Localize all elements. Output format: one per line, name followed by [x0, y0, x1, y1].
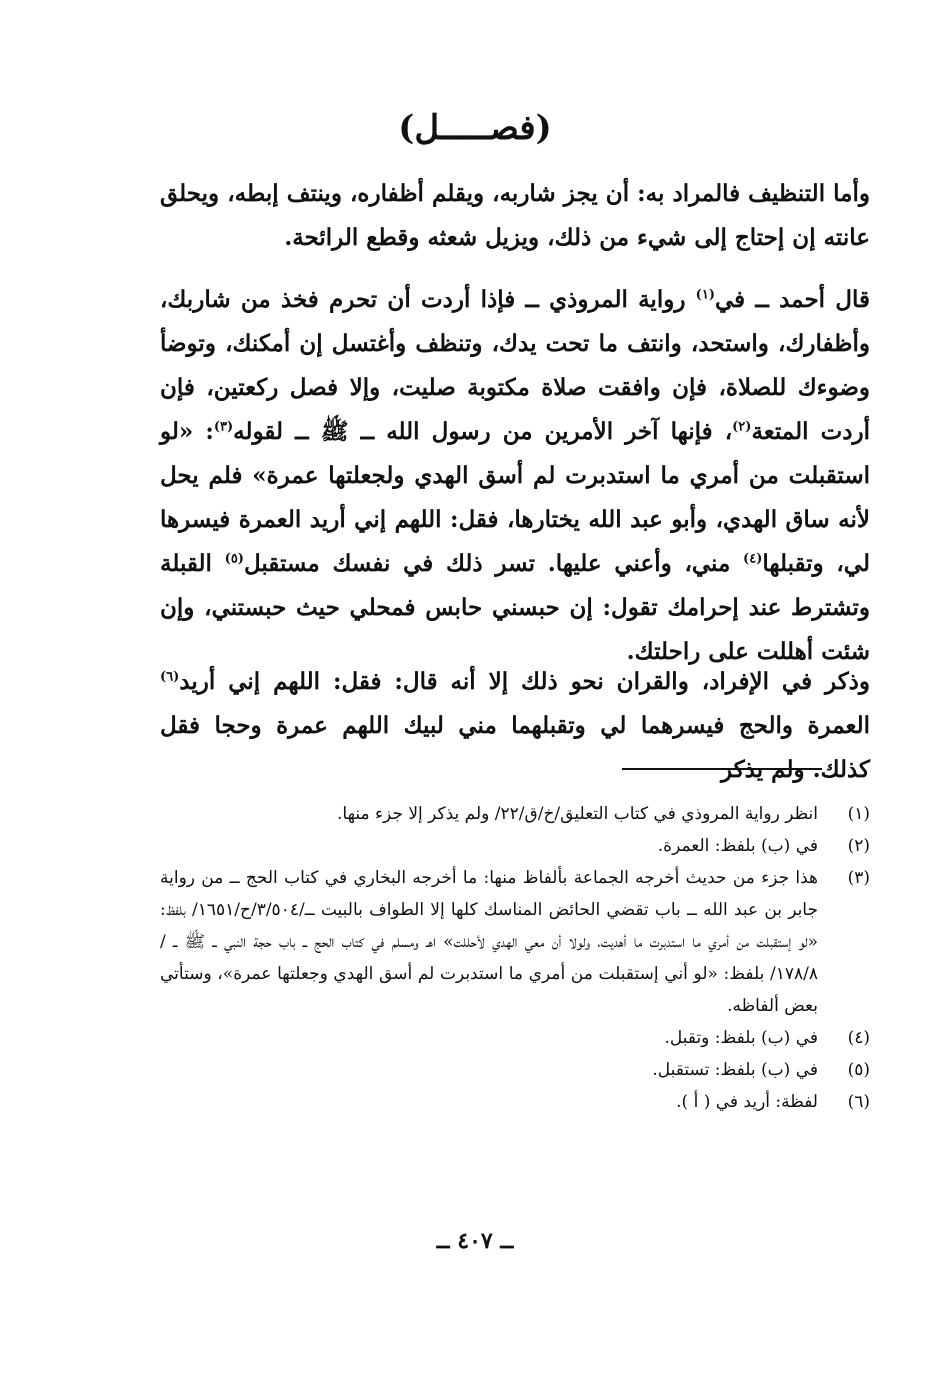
paragraph-text: رواية المروذي ــ فإذا أردت أن تحرم فخذ من شاربك، وأظفارك، واستحد، وانتف ما تحت يدك، وتنظف وأغتسل إن أمكنك، وتوضأ وضوءك للصلاة، فإن وافقت صلاة مكتوبة صليت، وإلا فصل ركعتين، فإن أردت المتعة — [160, 286, 870, 445]
footnote — [160, 830, 870, 862]
footnote-number: (٢) — [847, 836, 870, 856]
paragraph-text: ، فإنها آخر الأمرين من رسول الله ــ ﷺ ــ لقوله — [233, 418, 733, 445]
footnote-ref-3: (٣) — [213, 419, 234, 435]
footnote-number: (٣) — [847, 868, 870, 888]
footnote-number: (٥) — [847, 1060, 870, 1080]
footnote-text: في (ب) بلفظ: العمرة. — [657, 836, 818, 856]
paragraph-text: مني، وأعني عليها. تسر ذلك في نفسك مستقبل — [243, 550, 744, 577]
footnote — [160, 1054, 870, 1086]
paragraph-text: القبلة وتشترط عند إحرامك تقول: إن حبسني حابس فمحلي حيث حبستني، وإن شئت أهللت على راحلتك. — [160, 550, 870, 665]
footnote-number: (٤) — [847, 1028, 870, 1048]
footnote-ref-1: (١) — [695, 287, 715, 303]
paragraph-text: العمرة والحج فيسرهما لي وتقبلهما مني لبيك اللهم عمرة وحجا فقل كذلك. ولم يذكر — [160, 712, 870, 783]
footnote-text: لفظة: أريد في ( أ ). — [676, 1092, 818, 1112]
footnote — [160, 1022, 870, 1054]
section-title: (فصـــــل) — [398, 108, 552, 148]
footnote-text: في (ب) بلفظ: وتقبل. — [664, 1028, 818, 1048]
footnote-ref-4: (٤) — [743, 551, 763, 567]
paragraph-ifrad — [160, 660, 870, 792]
footnote-ref-6: (٦) — [160, 669, 180, 685]
footnote — [160, 1086, 870, 1118]
paragraph-text: : «لو استقبلت من أمري ما استدبرت لم أسق الهدي ولجعلتها عمرة» فلم يحل لأنه ساق الهدي، وأبو عبد الله يختارها، فقل: اللهم إني أريد العمرة فيسرها لي، وتقبلها — [160, 418, 870, 577]
footnote — [160, 798, 870, 830]
page-number: ــ ٤٠٧ ــ — [436, 1228, 514, 1254]
footnote — [160, 862, 870, 1022]
footnote-number: (١) — [847, 804, 870, 824]
paragraph-ahmad-quote — [160, 278, 870, 674]
footnote-text: هذا جزء من حديث أخرجه الجماعة بألفاظ منها: ما أخرجه البخاري في كتاب الحج ــ من رواية جابر بن عبد الله ــ باب تقضي الحائض المناسك كلها إلا الطواف بالبيت ــ/٣/٥٠٤/ح/١٦٥١/ بلفظ: «لو إستقبلت من أمري ما استدبرت ما أهديت، ولولا أن معي الهدي لأحللت» اهـ ومسلم في كتاب الحج ــ باب حجة النبي ــ ﷺ ــ /١٧٨/٨/ بلفظ: «لو أني إستقبلت من أمري ما استدبرت لم أسق الهدي وجعلتها عمرة»، وستأتي بعض ألفاظه. — [160, 868, 818, 1016]
footnotes — [160, 798, 870, 1118]
paragraph-text: قال أحمد ــ في — [714, 286, 870, 313]
footnote-text: في (ب) بلفظ: تستقبل. — [652, 1060, 818, 1080]
footnote-separator — [622, 768, 822, 770]
paragraph-text: وذكر في الإفراد، والقران نحو ذلك إلا أنه قال: فقل: اللهم إني أريد — [179, 668, 870, 695]
paragraph-cleaning: وأما التنظيف فالمراد به: أن يجز شاربه، ويقلم أظفاره، وينتف إبطه، ويحلق عانته إن إحتاج إلى شيء من ذلك، ويزيل شعثه وقطع الرائحة. — [160, 180, 870, 251]
footnote-number: (٦) — [847, 1092, 870, 1112]
footnote-ref-2: (٢) — [732, 419, 752, 435]
footnote-text: انظر رواية المروذي في كتاب التعليق/خ/ق/٢٢/ ولم يذكر إلا جزء منها. — [336, 804, 818, 824]
footnote-ref-5: (٥) — [224, 551, 244, 567]
